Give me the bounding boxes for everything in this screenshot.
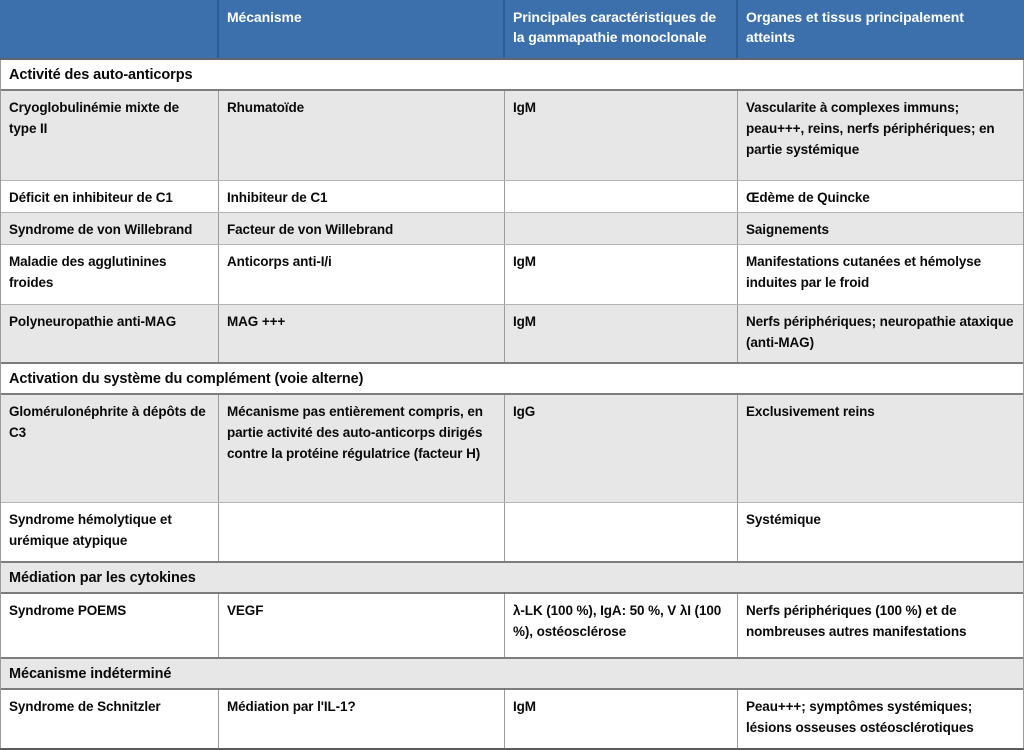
table-cell: Maladie des agglutinines froides xyxy=(9,254,167,290)
table-body xyxy=(0,60,1024,748)
table-cell xyxy=(218,503,504,561)
table-cell: Cryoglobulinémie mixte de type II xyxy=(9,100,180,136)
table-cell: Syndrome POEMS xyxy=(9,603,127,618)
table-cell xyxy=(504,181,737,212)
table-cell: MAG +++ xyxy=(218,305,504,362)
section-label: Activation du système du complément (voie alterne) xyxy=(9,371,364,387)
table-cell: IgM xyxy=(504,305,737,362)
table-cell: Rhumatoïde xyxy=(218,91,504,180)
table-cell: Facteur de von Willebrand xyxy=(218,213,504,244)
table-cell: IgM xyxy=(504,91,737,180)
table-cell: IgG xyxy=(504,395,737,502)
section-label: Activité des auto-anticorps xyxy=(9,67,193,83)
table-cell: Polyneuropathie anti-MAG xyxy=(9,314,177,329)
section-row xyxy=(1,561,1023,594)
table-cell: Œdème de Quincke xyxy=(737,181,1023,212)
section-row xyxy=(1,362,1023,395)
table-cell: Systémique xyxy=(737,503,1023,561)
table-row xyxy=(1,304,1023,362)
table-cell: Syndrome de Schnitzler xyxy=(9,699,161,714)
table-row xyxy=(1,212,1023,244)
table-cell: Glomérulonéphrite à dépôts de C3 xyxy=(9,404,206,440)
table-row xyxy=(1,690,1023,748)
table-cell: Anticorps anti-I/i xyxy=(218,245,504,304)
column-header-mecanisme: Mécanisme xyxy=(217,0,503,58)
table-row xyxy=(1,594,1023,657)
column-header-empty xyxy=(0,0,217,58)
table-header-row xyxy=(0,0,1024,60)
table-cell xyxy=(504,503,737,561)
table-cell: Syndrome de von Willebrand xyxy=(9,222,193,237)
column-header-organes: Organes et tissus principalement atteints xyxy=(736,0,1024,58)
table-row xyxy=(1,502,1023,561)
table-row xyxy=(1,91,1023,180)
table-cell: Syndrome hémolytique et urémique atypique xyxy=(9,512,172,548)
table-cell xyxy=(504,213,737,244)
table-cell: Manifestations cutanées et hémolyse induites par le froid xyxy=(737,245,1023,304)
table-cell: Peau+++; symptômes systémiques; lésions osseuses ostéosclérotiques xyxy=(737,690,1023,748)
table-cell: Saignements xyxy=(737,213,1023,244)
table-cell: Déficit en inhibiteur de C1 xyxy=(9,190,173,205)
section-row xyxy=(1,657,1023,690)
table-cell: Nerfs périphériques; neuropathie ataxique (anti-MAG) xyxy=(737,305,1023,362)
table-row xyxy=(1,180,1023,212)
table-cell: λ-LK (100 %), IgA: 50 %, V λI (100 %), ostéosclérose xyxy=(504,594,737,657)
table-cell: Vascularite à complexes immuns; peau+++, reins, nerfs périphériques; en partie systémique xyxy=(737,91,1023,180)
table-cell: Inhibiteur de C1 xyxy=(218,181,504,212)
table-cell: Exclusivement reins xyxy=(737,395,1023,502)
table-cell: VEGF xyxy=(218,594,504,657)
section-row xyxy=(1,60,1023,91)
table-row xyxy=(1,395,1023,502)
column-header-caracteristiques: Principales caractéristiques de la gammapathie monoclonale xyxy=(503,0,736,58)
table-cell: IgM xyxy=(504,245,737,304)
table-cell: Médiation par l'IL-1? xyxy=(218,690,504,748)
table-cell: Nerfs périphériques (100 %) et de nombreuses autres manifestations xyxy=(737,594,1023,657)
table-cell: IgM xyxy=(504,690,737,748)
section-label: Médiation par les cytokines xyxy=(9,570,196,586)
table-row xyxy=(1,244,1023,304)
table-cell: Mécanisme pas entièrement compris, en partie activité des auto-anticorps dirigés contre la protéine régulatrice (facteur H) xyxy=(218,395,504,502)
section-label: Mécanisme indéterminé xyxy=(9,666,172,682)
